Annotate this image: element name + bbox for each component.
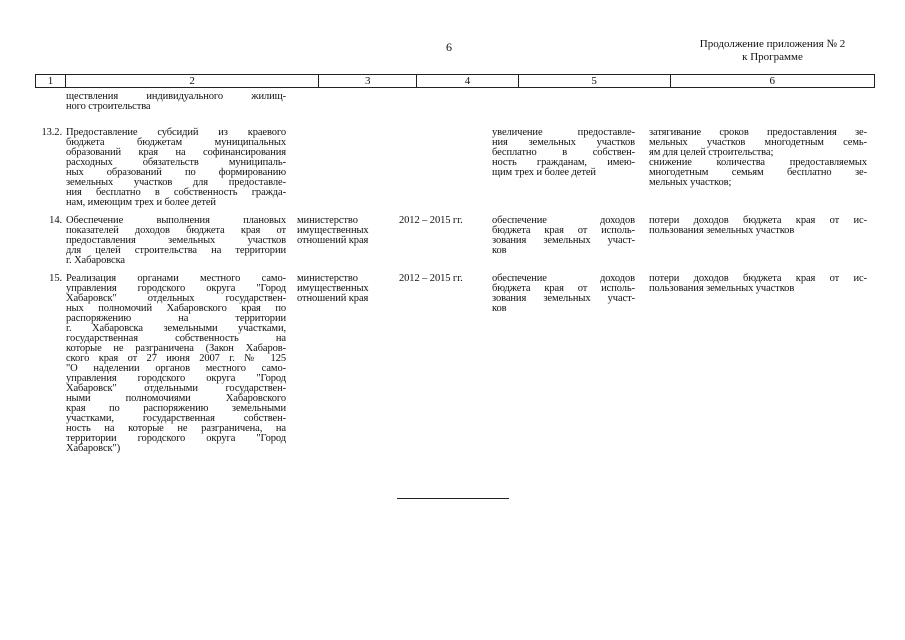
text-line: ными полномочиями Хабаровского	[66, 393, 286, 404]
text-line: Предоставление субсидий из краевого	[66, 127, 286, 138]
text-line: для целей строительства на территории	[66, 245, 286, 256]
row-number: 15.	[49, 273, 62, 284]
row-measure-name	[66, 128, 286, 208]
text-line: бюджета края от исполь-	[492, 283, 635, 294]
text-line: министерство	[297, 273, 358, 284]
text-line: нам, имеющим трех и более детей	[66, 197, 216, 208]
appendix-subtitle: к Программе	[742, 51, 803, 63]
column-header-1: 1	[36, 75, 66, 87]
row-number: 13.2.	[41, 127, 62, 138]
end-of-document-divider	[397, 498, 509, 499]
text-line: распоряжению на территории	[66, 313, 286, 324]
text-line: ность на которые не разграничена, на	[66, 423, 286, 434]
text-line: расходных обязательств муниципаль-	[66, 157, 286, 168]
page-number: 6	[446, 40, 452, 54]
text-line: мельных участков;	[649, 177, 732, 188]
text-line: потери доходов бюджета края от ис-	[649, 215, 867, 226]
row-period: 2012 – 2015 гг.	[399, 215, 463, 226]
text-line: территории городского округа "Город	[66, 433, 286, 444]
text-line: снижение количества предоставляемых	[649, 157, 867, 168]
appendix-title: Продолжение приложения № 2	[699, 38, 846, 50]
row-consequences	[649, 216, 867, 236]
text-line: ных полномочий Хабаровского края по	[66, 303, 286, 314]
text-line: г. Хабаровска земельными участками,	[66, 323, 286, 334]
text-line: имущественных	[297, 283, 369, 294]
text-line: министерство	[297, 215, 358, 226]
text-line: края по распоряжению земельными	[66, 403, 286, 414]
text-line: обеспечение доходов	[492, 215, 635, 226]
text-line: ния бесплатно в собственность гражда-	[66, 187, 286, 198]
text-line: ского края от 27 июня 2007 г. № 125	[66, 353, 286, 364]
text-line: зования земельных участ-	[492, 235, 635, 246]
row-period: 2012 – 2015 гг.	[399, 273, 463, 284]
text-line: Обеспечение выполнения плановых	[66, 215, 286, 226]
text-line: земельных участков для предоставле-	[66, 177, 286, 188]
column-header-4: 4	[417, 75, 519, 87]
text-line: государственная собственность на	[66, 333, 286, 344]
row-consequences	[649, 274, 867, 294]
text-line: "О наделении органов местного само-	[66, 363, 286, 374]
text-line: Хабаровск" отдельными государствен-	[66, 383, 286, 394]
text-line: ществления индивидуального жилищ-	[66, 91, 286, 102]
text-line: мельных участков многодетным семь-	[649, 137, 867, 148]
row-executor	[297, 216, 389, 246]
text-line: имущественных	[297, 225, 369, 236]
row-measure-name	[66, 274, 286, 454]
column-header-6: 6	[769, 75, 775, 87]
text-line: многодетным семьям бесплатно зе-	[649, 167, 867, 178]
text-line: г. Хабаровска	[66, 255, 125, 266]
text-line: показателей доходов бюджета края от	[66, 225, 286, 236]
text-line: ям для целей строительства;	[649, 147, 774, 158]
text-line: отношений края	[297, 235, 369, 246]
column-header-5: 5	[519, 75, 671, 87]
text-line: бюджета бюджетам муниципальных	[66, 137, 286, 148]
continuation-text	[66, 92, 286, 112]
text-line: образований края на софинансирования	[66, 147, 286, 158]
row-expected-result	[492, 274, 635, 314]
text-line: зования земельных участ-	[492, 293, 635, 304]
text-line: щим трех и более детей	[492, 167, 596, 178]
text-line: Реализация органами местного само-	[66, 273, 286, 284]
text-line: потери доходов бюджета края от ис-	[649, 273, 867, 284]
table-header-row	[35, 74, 875, 88]
text-line: ность гражданам, имею-	[492, 157, 635, 168]
text-line: затягивание сроков предоставления зе-	[649, 127, 867, 138]
text-line: бюджета края от исполь-	[492, 225, 635, 236]
text-line: управления городского округа "Город	[66, 283, 286, 294]
text-line: предоставления земельных участков	[66, 235, 286, 246]
row-number: 14.	[49, 215, 62, 226]
text-line: обеспечение доходов	[492, 273, 635, 284]
text-line: участками, государственная собствен-	[66, 413, 286, 424]
text-line: увеличение предоставле-	[492, 127, 635, 138]
row-executor	[297, 274, 389, 304]
text-line: ков	[492, 303, 507, 314]
text-line: Хабаровск")	[66, 443, 121, 454]
row-expected-result	[492, 216, 635, 256]
column-header-2: 2	[66, 75, 319, 87]
text-line: пользования земельных участков	[649, 225, 795, 236]
text-line: ния земельных участков	[492, 137, 635, 148]
column-header-3: 3	[319, 75, 417, 87]
text-line: управления городского округа "Город	[66, 373, 286, 384]
text-line: которые не разграничена (Закон Хабаров-	[66, 343, 286, 354]
appendix-note	[680, 38, 865, 64]
text-line: ных образований по формированию	[66, 167, 286, 178]
text-line: отношений края	[297, 293, 369, 304]
text-line: ков	[492, 245, 507, 256]
text-line: бесплатно в собствен-	[492, 147, 635, 158]
row-consequences	[649, 128, 867, 188]
text-line: Хабаровск" отдельных государствен-	[66, 293, 286, 304]
row-expected-result	[492, 128, 635, 178]
text-line: ного строительства	[66, 101, 151, 112]
text-line: пользования земельных участков	[649, 283, 795, 294]
row-measure-name	[66, 216, 286, 266]
